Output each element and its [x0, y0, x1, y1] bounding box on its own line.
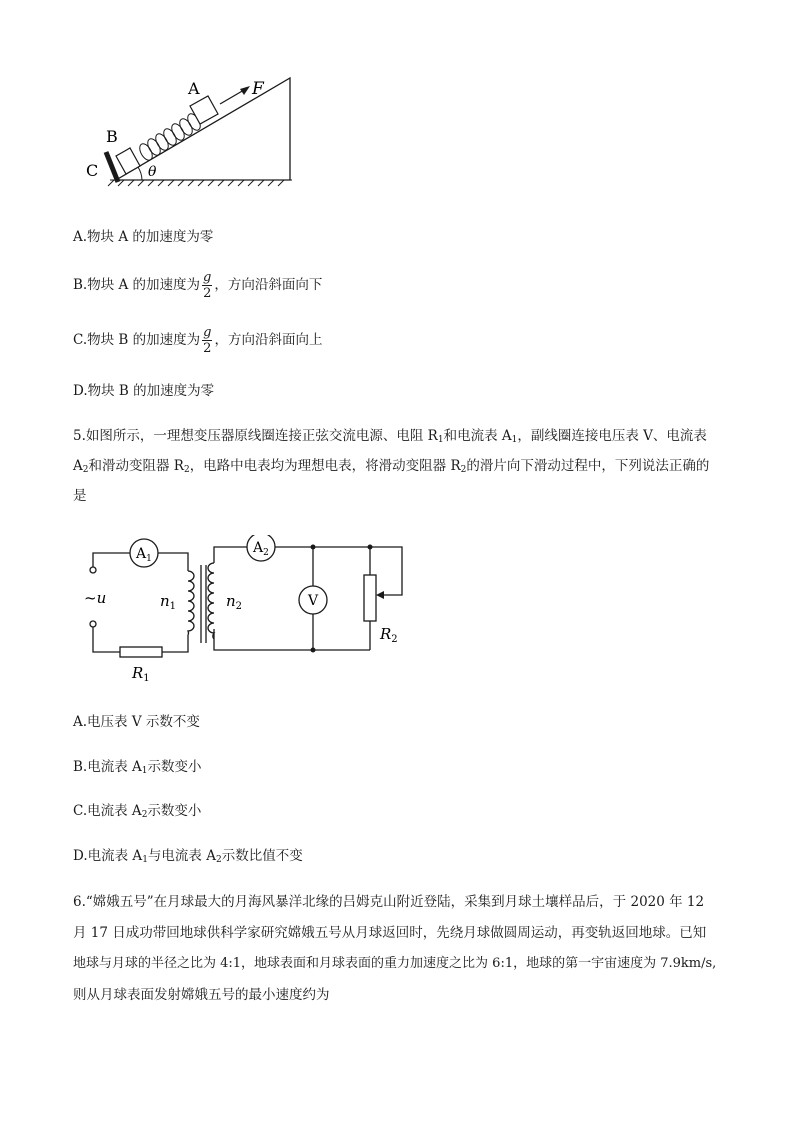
primary-wire-top: [93, 553, 130, 567]
q5-stem-line1: 5.如图所示，一理想变压器原线圈连接正弦交流电源、电阻 $R_1$和电流表 $A_1$，副线圈连接电压表 V、电流表: [73, 428, 707, 445]
angle-arc: [138, 167, 142, 180]
incline-figure: [80, 70, 300, 190]
block-b: [116, 148, 140, 174]
primary-coil: [188, 571, 194, 635]
junction-dot: [368, 545, 373, 550]
label-n1: $n_1$: [160, 592, 177, 612]
label-r1: $R_1$: [132, 664, 150, 684]
primary-wire-bottom: [93, 627, 120, 652]
label-a2: $A_2$: [253, 540, 269, 558]
label-theta: θ: [148, 164, 157, 180]
q5-option-c: C.电流表 $A_2$示数变小: [73, 803, 202, 820]
label-f: F: [252, 79, 264, 99]
arrow-head: [240, 86, 250, 95]
q5-option-b: B.电流表 $A_1$示数变小: [73, 759, 202, 776]
primary-wire-top-right: [158, 553, 188, 571]
q5-option-d: D.电流表 $A_1$与电流表 $A_2$示数比值不变: [73, 848, 303, 865]
block-a: [190, 96, 218, 124]
q4-option-a: A.物块 A 的加速度为零: [73, 229, 214, 245]
label-a: A: [188, 79, 200, 98]
spring: [137, 112, 203, 163]
terminal-bottom: [90, 621, 96, 627]
junction-dot: [311, 545, 316, 550]
resistor-r1: [120, 647, 162, 657]
transformer-circuit-figure: [80, 535, 420, 685]
rheostat-r2: [364, 575, 376, 621]
q6-line1: 6.“嫦娥五号”在月球最大的月海风暴洋北缘的吕姆克山附近登陆，采集到月球土壤样品后，于 2020 年 12: [73, 894, 705, 910]
secondary-wire-bottom: [214, 629, 370, 650]
force-arrow: [220, 90, 244, 104]
label-c: C: [86, 161, 99, 180]
fraction-g-over-2: $\frac{g}{2}$: [203, 325, 212, 356]
fraction-g-over-2: $\frac{g}{2}$: [203, 270, 212, 301]
terminal-top: [90, 567, 96, 573]
q6-line3: 地球与月球的半径之比为 4:1，地球表面和月球表面的重力加速度之比为 6:1，地球的第一宇宙速度为 7.9km/s,: [73, 956, 717, 971]
q4-option-c: C.物块 B 的加速度为 $\frac{g}{2}$ ，方向沿斜面向上: [73, 325, 323, 356]
junction-dot: [311, 648, 316, 653]
q6-line2: 月 17 日成功带回地球供科学家研究嫦娥五号从月球返回时，先绕月球做圆周运动，再变轨返回地球。已知: [73, 925, 707, 941]
label-r2: $R_2$: [380, 625, 398, 645]
q6-line4: 则从月球表面发射嫦娥五号的最小速度约为: [73, 987, 330, 1003]
label-n2: $n_2$: [226, 592, 243, 612]
label-v: V: [308, 593, 319, 609]
q5-stem-line3: 是: [73, 488, 87, 504]
ground-hatch: [108, 180, 292, 186]
secondary-coil: [208, 563, 214, 639]
slider-arrow: [376, 591, 384, 599]
q5-option-a: A.电压表 V 示数不变: [73, 714, 200, 730]
secondary-wire-top: [214, 547, 247, 563]
q4-option-b: B.物块 A 的加速度为 $\frac{g}{2}$ ，方向沿斜面向下: [73, 270, 323, 301]
label-b: B: [106, 127, 118, 146]
incline: [116, 78, 290, 180]
q5-stem-line2: $A_2$和滑动变阻器 $R_2$，电路中电表均为理想电表，将滑动变阻器 $R_2$的滑片向下滑动过程中，下列说法正确的: [73, 458, 710, 475]
label-u: ~u: [84, 589, 107, 607]
q4-option-d: D.物块 B 的加速度为零: [73, 383, 215, 399]
label-a1: $A_1$: [136, 546, 152, 564]
primary-wire-bottom-right: [162, 635, 188, 652]
